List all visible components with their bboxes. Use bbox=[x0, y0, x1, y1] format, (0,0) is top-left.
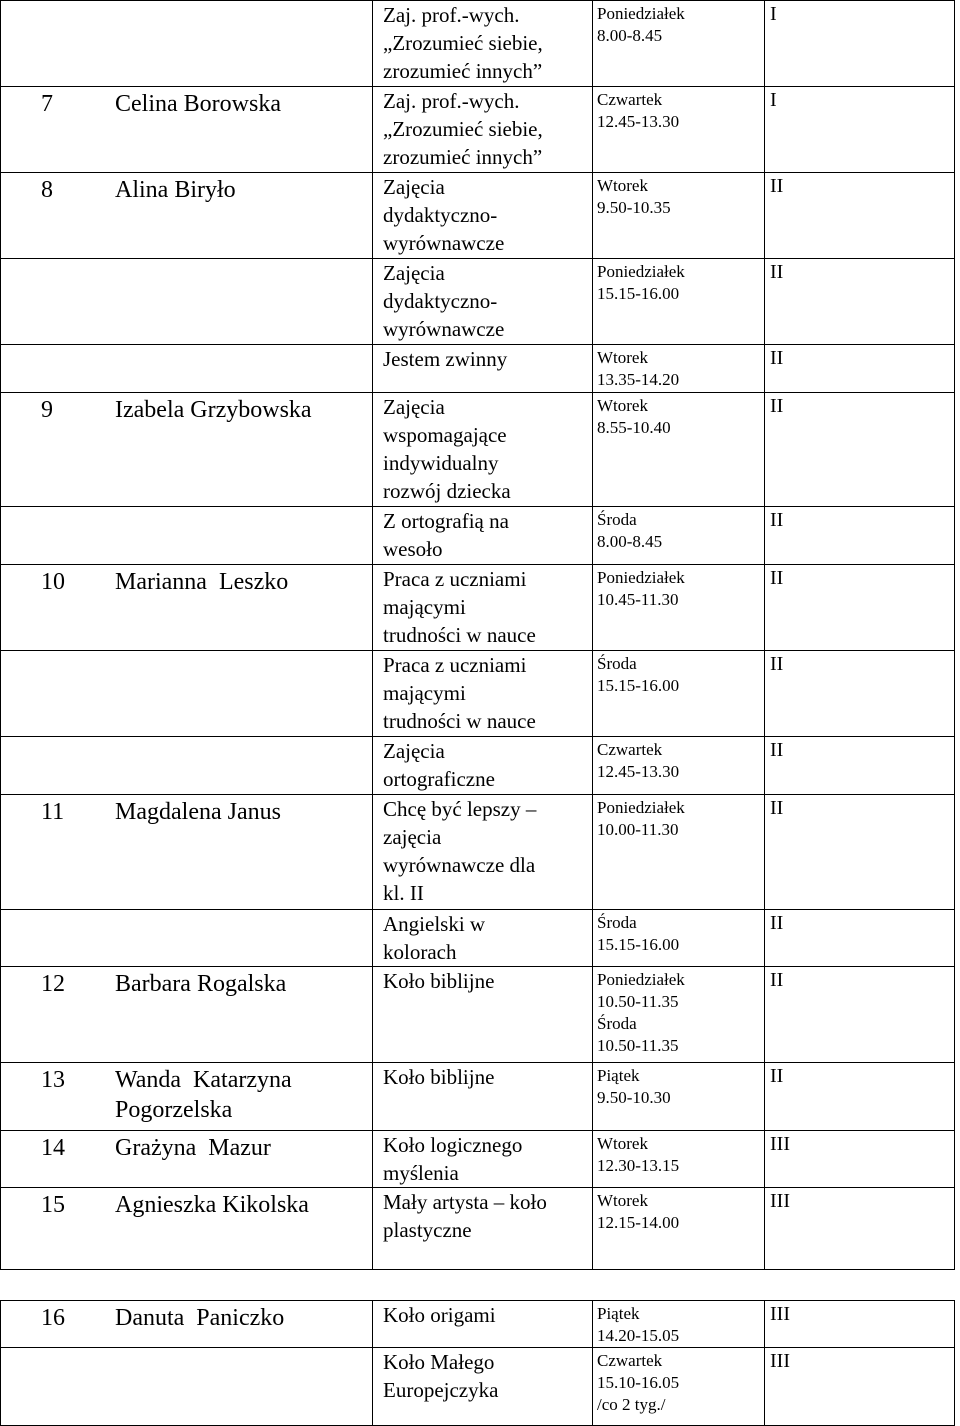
time-line: Czwartek bbox=[597, 90, 663, 109]
row-number: 9 bbox=[41, 397, 53, 423]
time-line: 10.45-11.30 bbox=[597, 590, 679, 609]
activity-line: „Zrozumieć siebie, bbox=[383, 31, 543, 55]
activity-line: ortograficzne bbox=[383, 767, 495, 791]
time-line: /co 2 tyg./ bbox=[597, 1395, 666, 1414]
teacher-cell bbox=[1, 393, 373, 507]
activity-line: Koło biblijne bbox=[383, 1065, 495, 1089]
activity-line: Europejczyka bbox=[383, 1378, 499, 1402]
activity-line: Koło Małego bbox=[383, 1350, 495, 1374]
activity-cell bbox=[373, 1131, 593, 1188]
row-number: 12 bbox=[41, 971, 65, 997]
time-line: Czwartek bbox=[597, 740, 663, 759]
activity-line: kolorach bbox=[383, 940, 457, 964]
teacher-cell bbox=[1, 1188, 373, 1270]
activity-cell bbox=[373, 393, 593, 507]
time-cell bbox=[593, 1, 765, 87]
activity-cell bbox=[373, 967, 593, 1063]
activity-line: kl. II bbox=[383, 881, 424, 905]
table-row bbox=[1, 1301, 955, 1348]
activity-cell bbox=[373, 87, 593, 173]
activity-line: wyrównawcze bbox=[383, 317, 505, 341]
activity-cell bbox=[373, 737, 593, 795]
class-cell: III bbox=[765, 1348, 955, 1426]
time-line: 10.50-11.35 bbox=[597, 992, 679, 1011]
time-line: Poniedziałek bbox=[597, 970, 685, 989]
table-row bbox=[1, 1188, 955, 1270]
teacher-cell bbox=[1, 1131, 373, 1188]
table-row bbox=[1, 737, 955, 795]
teacher-name: Magdalena Janus bbox=[115, 799, 281, 825]
time-line: 8.00-8.45 bbox=[597, 26, 663, 45]
teacher-name: Marianna Leszko bbox=[115, 569, 289, 595]
time-cell bbox=[593, 1063, 765, 1131]
class-cell: I bbox=[765, 87, 955, 173]
activity-line: myślenia bbox=[383, 1161, 459, 1185]
table-row bbox=[1, 87, 955, 173]
table-row bbox=[1, 967, 955, 1063]
time-cell bbox=[593, 651, 765, 737]
activity-line: Koło biblijne bbox=[383, 969, 495, 993]
activity-cell bbox=[373, 651, 593, 737]
teacher-name: Agnieszka Kikolska bbox=[115, 1192, 309, 1218]
teacher-cell bbox=[1, 910, 373, 967]
activity-cell bbox=[373, 910, 593, 967]
time-line: Poniedziałek bbox=[597, 798, 685, 817]
row-number: 13 bbox=[41, 1067, 65, 1093]
time-line: Wtorek bbox=[597, 176, 648, 195]
class-cell: III bbox=[765, 1131, 955, 1188]
activity-cell bbox=[373, 565, 593, 651]
teacher-cell bbox=[1, 795, 373, 910]
time-line: Środa bbox=[597, 510, 637, 529]
teacher-name: Barbara Rogalska bbox=[115, 971, 287, 997]
activity-line: mającymi bbox=[383, 595, 466, 619]
teacher-cell bbox=[1, 565, 373, 651]
time-cell bbox=[593, 1131, 765, 1188]
row-number: 8 bbox=[41, 177, 53, 203]
row-number: 11 bbox=[41, 799, 65, 825]
teacher-name: Alina Biryło bbox=[115, 177, 236, 203]
table-row bbox=[1, 1348, 955, 1426]
time-line: 9.50-10.30 bbox=[597, 1088, 671, 1107]
time-line: 12.45-13.30 bbox=[597, 112, 680, 131]
time-cell bbox=[593, 565, 765, 651]
class-cell: II bbox=[765, 1063, 955, 1131]
table-row bbox=[1, 1131, 955, 1188]
time-line: Czwartek bbox=[597, 1351, 663, 1370]
table-row bbox=[1, 173, 955, 259]
class-cell: II bbox=[765, 345, 955, 393]
activity-line: Praca z uczniami bbox=[383, 567, 527, 591]
time-cell bbox=[593, 345, 765, 393]
activity-line: zrozumieć innych” bbox=[383, 59, 543, 83]
activity-line: trudności w nauce bbox=[383, 623, 536, 647]
teacher-name: Wanda Katarzyna Pogorzelska bbox=[115, 1067, 298, 1123]
class-cell: II bbox=[765, 565, 955, 651]
time-line: Wtorek bbox=[597, 396, 648, 415]
activity-line: zajęcia bbox=[383, 825, 442, 849]
class-cell: II bbox=[765, 259, 955, 345]
time-line: 10.50-11.35 bbox=[597, 1036, 679, 1055]
time-line: Środa bbox=[597, 654, 637, 673]
row-number: 7 bbox=[41, 91, 53, 117]
activity-cell bbox=[373, 1188, 593, 1270]
teacher-cell bbox=[1, 259, 373, 345]
table-row bbox=[1, 795, 955, 910]
time-cell bbox=[593, 1348, 765, 1426]
activity-cell bbox=[373, 507, 593, 565]
table-row bbox=[1, 1063, 955, 1131]
time-cell bbox=[593, 1188, 765, 1270]
teacher-cell bbox=[1, 737, 373, 795]
teacher-cell bbox=[1, 1301, 373, 1348]
table-row bbox=[1, 345, 955, 393]
time-line: Poniedziałek bbox=[597, 568, 685, 587]
activity-line: Zajęcia bbox=[383, 395, 445, 419]
time-line: 15.15-16.00 bbox=[597, 935, 680, 954]
time-line: 12.15-14.00 bbox=[597, 1213, 680, 1232]
teacher-name: Grażyna Mazur bbox=[115, 1135, 271, 1161]
activity-line: dydaktyczno- bbox=[383, 203, 498, 227]
time-cell bbox=[593, 259, 765, 345]
teacher-cell bbox=[1, 345, 373, 393]
class-cell: III bbox=[765, 1188, 955, 1270]
time-line: 10.00-11.30 bbox=[597, 820, 679, 839]
table-row bbox=[1, 259, 955, 345]
activity-cell bbox=[373, 1063, 593, 1131]
time-cell bbox=[593, 173, 765, 259]
time-cell bbox=[593, 393, 765, 507]
teacher-name: Danuta Paniczko bbox=[115, 1305, 285, 1331]
time-cell bbox=[593, 967, 765, 1063]
activity-line: Mały artysta – koło bbox=[383, 1190, 547, 1214]
time-line: 12.45-13.30 bbox=[597, 762, 680, 781]
time-line: 15.15-16.00 bbox=[597, 284, 680, 303]
table-row bbox=[1, 507, 955, 565]
activity-line: Koło origami bbox=[383, 1303, 496, 1327]
time-line: 9.50-10.35 bbox=[597, 198, 671, 217]
activity-cell bbox=[373, 1301, 593, 1348]
activity-line: Koło logicznego bbox=[383, 1133, 523, 1157]
time-line: Piątek bbox=[597, 1304, 640, 1323]
time-line: 8.55-10.40 bbox=[597, 418, 671, 437]
teacher-cell bbox=[1, 967, 373, 1063]
activity-line: rozwój dziecka bbox=[383, 479, 511, 503]
time-line: Poniedziałek bbox=[597, 262, 685, 281]
class-cell: II bbox=[765, 737, 955, 795]
time-line: 15.10-16.05 bbox=[597, 1373, 680, 1392]
activity-line: Zaj. prof.-wych. bbox=[383, 89, 520, 113]
activity-line: dydaktyczno- bbox=[383, 289, 498, 313]
row-number: 16 bbox=[41, 1305, 65, 1331]
activity-line: Z ortografią na bbox=[383, 509, 509, 533]
time-cell bbox=[593, 507, 765, 565]
time-line: Środa bbox=[597, 913, 637, 932]
table-row bbox=[1, 1, 955, 87]
activity-line: Chcę być lepszy – bbox=[383, 797, 537, 821]
class-cell: II bbox=[765, 967, 955, 1063]
row-number: 14 bbox=[41, 1135, 65, 1161]
table-row bbox=[1, 910, 955, 967]
activity-line: Zaj. prof.-wych. bbox=[383, 3, 520, 27]
activity-line: Zajęcia bbox=[383, 739, 445, 763]
time-cell bbox=[593, 910, 765, 967]
activity-line: „Zrozumieć siebie, bbox=[383, 117, 543, 141]
activity-cell bbox=[373, 173, 593, 259]
row-number: 15 bbox=[41, 1192, 65, 1218]
activity-line: Jestem zwinny bbox=[383, 347, 508, 371]
activity-line: Zajęcia bbox=[383, 261, 445, 285]
teacher-name: Izabela Grzybowska bbox=[115, 397, 312, 423]
class-cell: II bbox=[765, 910, 955, 967]
time-line: Poniedziałek bbox=[597, 4, 685, 23]
row-number: 10 bbox=[41, 569, 65, 595]
activity-line: wspomagające bbox=[383, 423, 507, 447]
teacher-cell bbox=[1, 173, 373, 259]
time-cell bbox=[593, 795, 765, 910]
time-cell bbox=[593, 737, 765, 795]
activity-cell bbox=[373, 1, 593, 87]
time-line: Piątek bbox=[597, 1066, 640, 1085]
teacher-cell bbox=[1, 1, 373, 87]
activity-line: plastyczne bbox=[383, 1218, 472, 1242]
teacher-cell bbox=[1, 1348, 373, 1426]
table-row bbox=[1, 565, 955, 651]
time-line: 15.15-16.00 bbox=[597, 676, 680, 695]
activity-line: wyrównawcze bbox=[383, 231, 505, 255]
teacher-cell bbox=[1, 1063, 373, 1131]
table-row bbox=[1, 651, 955, 737]
time-line: Środa bbox=[597, 1014, 637, 1033]
activity-cell bbox=[373, 1348, 593, 1426]
teacher-cell bbox=[1, 87, 373, 173]
teacher-cell bbox=[1, 651, 373, 737]
schedule-table-continued bbox=[0, 1300, 955, 1426]
time-line: Wtorek bbox=[597, 348, 648, 367]
activity-line: Zajęcia bbox=[383, 175, 445, 199]
time-cell bbox=[593, 1301, 765, 1348]
activity-line: Angielski w bbox=[383, 912, 486, 936]
activity-line: zrozumieć innych” bbox=[383, 145, 543, 169]
class-cell: III bbox=[765, 1301, 955, 1348]
activity-line: mającymi bbox=[383, 681, 466, 705]
table-row bbox=[1, 393, 955, 507]
class-cell: II bbox=[765, 651, 955, 737]
activity-line: indywidualny bbox=[383, 451, 499, 475]
class-cell: II bbox=[765, 393, 955, 507]
class-cell: II bbox=[765, 507, 955, 565]
time-line: 13.35-14.20 bbox=[597, 370, 680, 389]
time-line: 12.30-13.15 bbox=[597, 1156, 680, 1175]
activity-cell bbox=[373, 345, 593, 393]
teacher-cell bbox=[1, 507, 373, 565]
time-line: Wtorek bbox=[597, 1191, 648, 1210]
activity-cell bbox=[373, 259, 593, 345]
activity-line: wesoło bbox=[383, 537, 443, 561]
time-cell bbox=[593, 87, 765, 173]
teacher-name: Celina Borowska bbox=[115, 91, 281, 117]
activity-cell bbox=[373, 795, 593, 910]
time-line: 14.20-15.05 bbox=[597, 1326, 680, 1345]
activity-line: wyrównawcze dla bbox=[383, 853, 536, 877]
time-line: Wtorek bbox=[597, 1134, 648, 1153]
class-cell: I bbox=[765, 1, 955, 87]
activity-line: trudności w nauce bbox=[383, 709, 536, 733]
class-cell: II bbox=[765, 173, 955, 259]
time-line: 8.00-8.45 bbox=[597, 532, 663, 551]
class-cell: II bbox=[765, 795, 955, 910]
activity-line: Praca z uczniami bbox=[383, 653, 527, 677]
